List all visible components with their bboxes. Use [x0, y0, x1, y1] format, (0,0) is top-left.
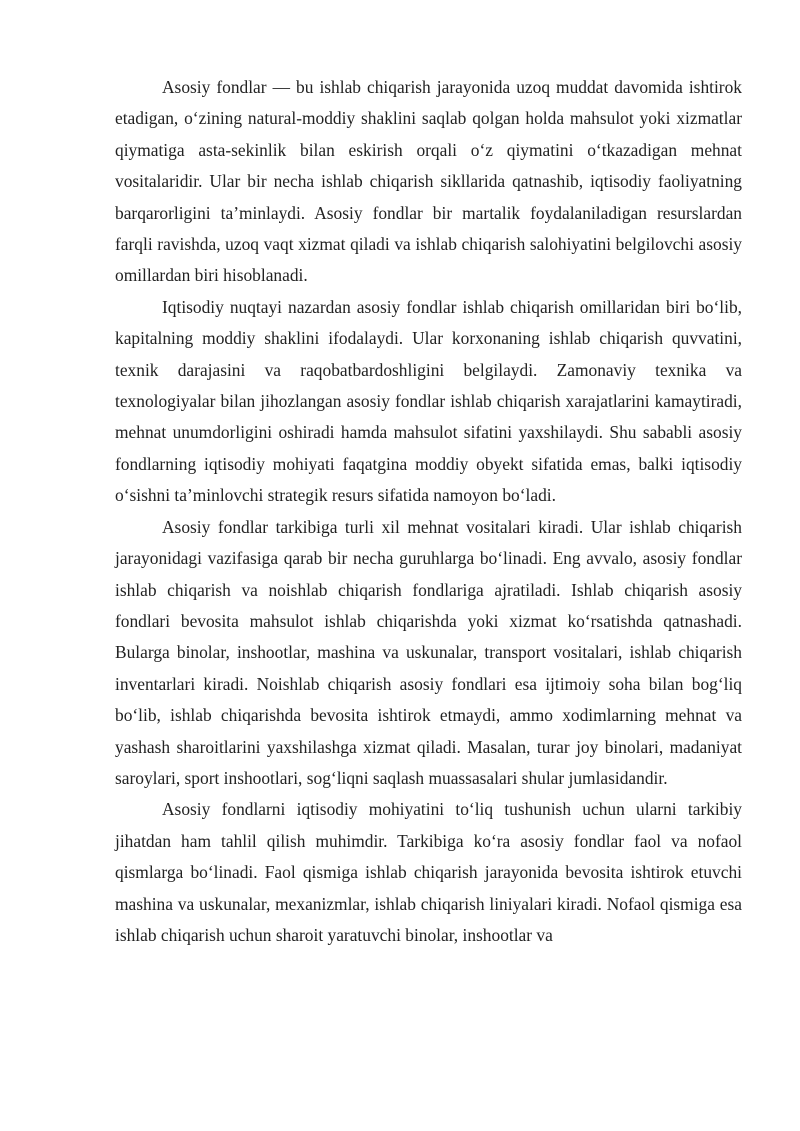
paragraph-economic-perspective: Iqtisodiy nuqtayi nazardan asosiy fondlar ishlab chiqarish omillaridan biri bo‘lib, kapitalning moddiy shaklini ifodalaydi. Ular korxonaning ishlab chiqarish quvvatini, texnik darajasini va raqobatbardoshligini belgilaydi. Zamonaviy texnika va texnologiyalar bilan jihozlangan asosiy fondlar ishlab chiqarish xarajatlarini kamaytiradi, mehnat unumdorligini oshiradi hamda mahsulot sifatini yaxshilaydi. Shu sababli asosiy fondlarning iqtisodiy mohiyati faqatgina moddiy obyekt sifatida emas, balki iqtisodiy o‘sishni ta’minlovchi strategik resurs sifatida namoyon bo‘ladi.: [115, 296, 742, 506]
paragraph-composition: Asosiy fondlar tarkibiga turli xil mehnat vositalari kiradi. Ular ishlab chiqarish jarayonidagi vazifasiga qarab bir necha guruhlarga bo‘linadi. Eng avvalo, asosiy fondlar ishlab chiqarish va noishlab chiqarish fondlariga ajratiladi. Ishlab chiqarish asosiy fondlari bevosita mahsulot ishlab chiqarishda yoki xizmat ko‘rsatishda qatnashadi. Bularga binolar, inshootlar, mashina va uskunalar, transport vositalari, ishlab chiqarish inventarlari kiradi. Noishlab chiqarish asosiy fondlari esa ijtimoiy soha bilan bog‘liq bo‘lib, ishlab chiqarishda bevosita ishtirok etmaydi, ammo xodimlarning mehnat va yashash sharoitlarini yaxshilashga xizmat qiladi. Masalan, turar joy binolari, madaniyat saroylari, sport inshootlari, sog‘liqni saqlash muassasalari shular jumlasidandir.: [115, 516, 742, 788]
document-page: [115, 72, 742, 951]
paragraph-fixed-assets-definition: Asosiy fondlar — bu ishlab chiqarish jarayonida uzoq muddat davomida ishtirok etadigan, o‘zining natural-moddiy shaklini saqlab qolgan holda mahsulot yoki xizmatlar qiymatiga asta-sekinlik bilan eskirish orqali o‘z qiymatini o‘tkazadigan mehnat vositalaridir. Ular bir necha ishlab chiqarish sikllarida qatnashib, iqtisodiy faoliyatning barqarorligini ta’minlaydi. Asosiy fondlar bir martalik foydalaniladigan resurslardan farqli ravishda, uzoq vaqt xizmat qiladi va ishlab chiqarish salohiyatini belgilovchi asosiy omillardan biri hisoblanadi.: [115, 77, 742, 286]
paragraph-structural-analysis: Asosiy fondlarni iqtisodiy mohiyatini to‘liq tushunish uchun ularni tarkibiy jihatdan ham tahlil qilish muhimdir. Tarkibiga ko‘ra asosiy fondlar faol va nofaol qismlarga bo‘linadi. Faol qismiga ishlab chiqarish jarayonida bevosita ishtirok etuvchi mashina va uskunalar, mexanizmlar, ishlab chiqarish liniyalari kiradi. Nofaol qismiga esa ishlab chiqarish uchun sharoit yaratuvchi binolar, inshootlar va: [115, 799, 742, 945]
